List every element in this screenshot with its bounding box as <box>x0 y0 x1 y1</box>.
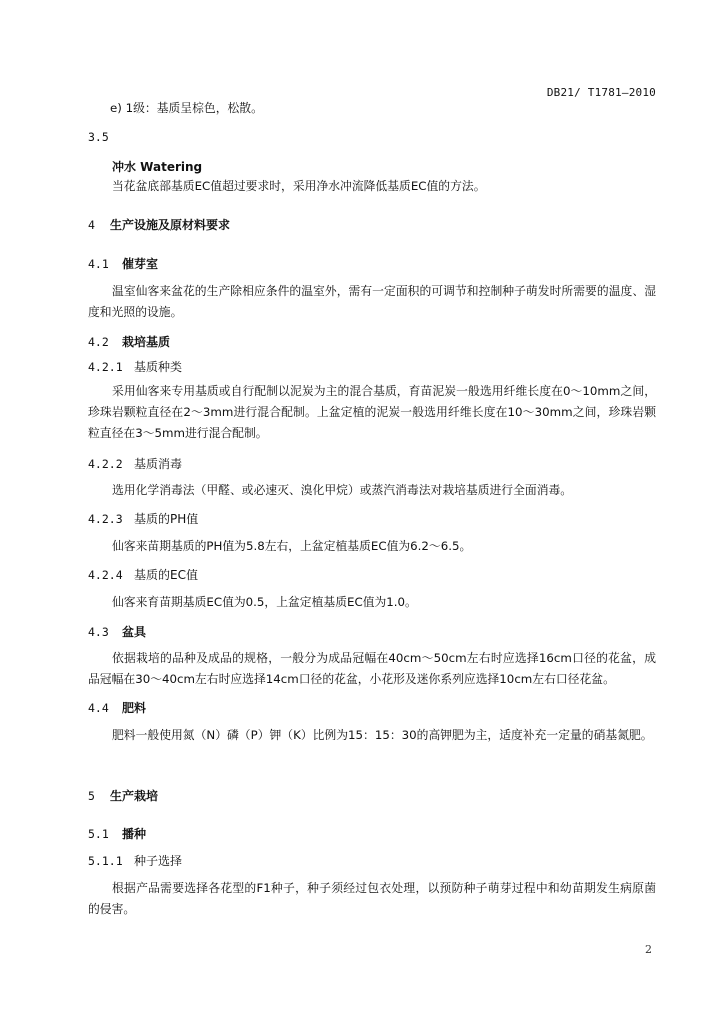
section-title: 播种 <box>122 827 147 841</box>
section-title: 基质的PH值 <box>134 512 199 526</box>
list-item-e: e) 1级：基质呈棕色，松散。 <box>110 101 263 115</box>
section-heading-3-5 <box>88 130 122 144</box>
section-heading-4-3 <box>88 623 146 640</box>
section-heading-4-1 <box>88 255 158 272</box>
section-heading-4-2-3 <box>88 510 198 527</box>
section-number: 4.2.4 <box>88 568 123 582</box>
document-code: DB21/ T1781—2010 <box>546 86 656 99</box>
section-title: 盆具 <box>122 625 147 639</box>
section-heading-5 <box>88 787 158 804</box>
page-number: 2 <box>645 943 652 956</box>
section-title: 种子选择 <box>134 854 183 868</box>
paragraph-4-4: 肥料一般使用氮（N）磷（P）钾（K）比例为15：15：30的高钾肥为主，适度补充一定量的硝基氮肥。 <box>112 728 653 742</box>
paragraph-4-2-4: 仙客来育苗期基质EC值为0.5，上盆定植基质EC值为1.0。 <box>112 595 417 609</box>
section-title: 生产设施及原材料要求 <box>110 218 231 232</box>
section-heading-4-2-1 <box>88 358 182 375</box>
section-heading-4-4 <box>88 699 146 716</box>
section-number: 5.1.1 <box>88 854 123 868</box>
section-heading-4 <box>88 216 230 233</box>
section-number: 4.1 <box>88 257 109 271</box>
section-number: 5 <box>88 789 95 803</box>
section-title: 基质消毒 <box>134 457 183 471</box>
section-title: 栽培基质 <box>122 335 171 349</box>
paragraph-4-2-1: 采用仙客来专用基质或自行配制以泥炭为主的混合基质，育苗泥炭一般选用纤维长度在0～10mm之间，珍珠岩颗粒直径在2～3mm进行混合配制。上盆定植的泥炭一般选用纤维长度在10～30mm之间，珍珠岩颗粒直径在3～5mm进行混合配制。 <box>88 384 656 440</box>
section-number: 3.5 <box>88 130 109 144</box>
paragraph-4-1: 温室仙客来盆花的生产除相应条件的温室外，需有一定面积的可调节和控制种子萌发时所需要的温度、湿度和光照的设施。 <box>88 284 656 319</box>
section-number: 4.3 <box>88 625 109 639</box>
term-definition: 当花盆底部基质EC值超过要求时，采用净水冲流降低基质EC值的方法。 <box>112 179 486 193</box>
section-title: 基质种类 <box>134 360 183 374</box>
section-title: 基质的EC值 <box>134 568 198 582</box>
section-title: 催芽室 <box>122 257 159 271</box>
section-number: 4.4 <box>88 701 109 715</box>
paragraph-4-2-2: 选用化学消毒法（甲醛、或必速灭、溴化甲烷）或蒸汽消毒法对栽培基质进行全面消毒。 <box>112 483 573 497</box>
section-number: 4.2.3 <box>88 512 123 526</box>
section-number: 5.1 <box>88 827 109 841</box>
paragraph-4-2-3: 仙客来苗期基质的PH值为5.8左右，上盆定植基质EC值为6.2～6.5。 <box>112 539 472 553</box>
section-title: 肥料 <box>122 701 147 715</box>
section-heading-4-2-4 <box>88 566 198 583</box>
section-heading-4-2-2 <box>88 455 182 472</box>
section-heading-5-1 <box>88 825 146 842</box>
paragraph-4-3: 依据栽培的品种及成品的规格，一般分为成品冠幅在40cm～50cm左右时应选择16cm口径的花盆，成品冠幅在30～40cm左右时应选择14cm口径的花盆，小花形及迷你系列应选择10cm左右口径花盆。 <box>88 651 656 686</box>
section-heading-4-2 <box>88 333 170 350</box>
section-number: 4 <box>88 218 95 232</box>
section-number: 4.2.2 <box>88 457 123 471</box>
section-heading-5-1-1 <box>88 852 182 869</box>
term-title: 冲水 Watering <box>112 160 203 174</box>
section-title: 生产栽培 <box>110 789 159 803</box>
section-number: 4.2 <box>88 335 109 349</box>
paragraph-5-1-1: 根据产品需要选择各花型的F1种子，种子须经过包衣处理，以预防种子萌芽过程中和幼苗期发生病原菌的侵害。 <box>88 881 656 916</box>
section-number: 4.2.1 <box>88 360 123 374</box>
